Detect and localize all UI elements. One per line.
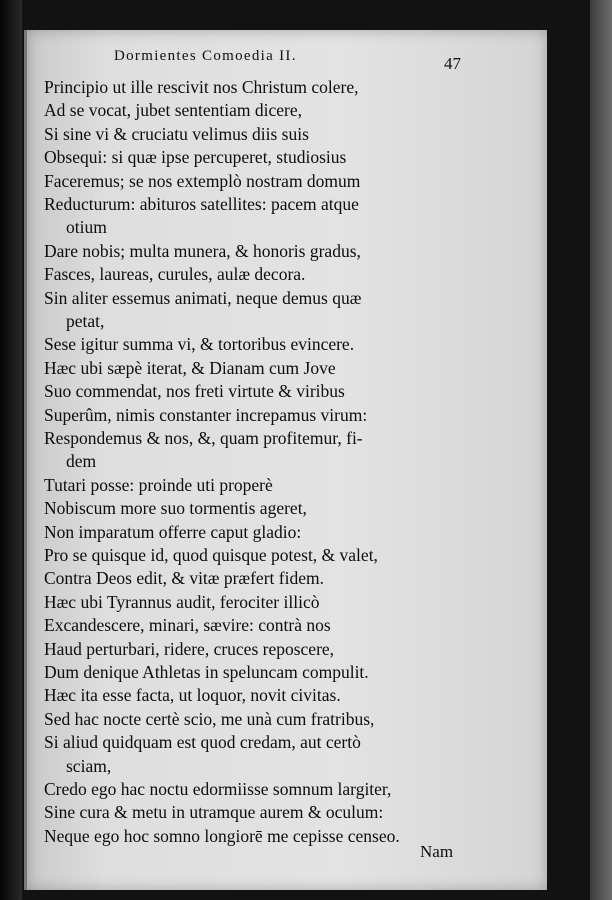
text-line: Dare nobis; multa munera, & honoris gradus, [44, 240, 361, 261]
running-header: Dormientes Comoedia II. [114, 48, 297, 64]
text-line: Hæc ubi Tyrannus audit, ferociter illicò [44, 591, 320, 612]
text-line: Respondemus & nos, &, quam profitemur, fi- [44, 428, 363, 448]
text-line: Excandescere, minari, sævire: contrà nos [44, 615, 331, 636]
text-line: Dum denique Athletas in speluncam compulit. [44, 662, 369, 682]
text-line: dem [66, 451, 97, 472]
book-gutter [0, 0, 22, 900]
text-line: Sese igitur summa vi, & tortoribus evincere. [44, 334, 355, 355]
text-line: Fasces, laureas, curules, aulæ decora. [44, 264, 306, 285]
text-line: Nobiscum more suo tormentis ageret, [44, 498, 307, 519]
text-line: Non imparatum offerre caput gladio: [44, 521, 302, 542]
text-line: Suo commendat, nos freti virtute & viribus [44, 381, 345, 402]
text-line: Sin aliter essemus animati, neque demus quæ [44, 287, 362, 308]
text-line: Neque ego hoc somno longiorē me cepisse censeo. [44, 825, 400, 846]
text-line: Pro se quisque id, quod quisque potest, & valet, [44, 545, 378, 565]
text-line: Ad se vocat, jubet sententiam dicere, [44, 100, 303, 121]
text-line: Si sine vi & cruciatu velimus diis suis [44, 123, 309, 144]
text-line: Obsequi: si quæ ipse percuperet, studiosius [44, 147, 347, 168]
text-line: Credo ego hac noctu edormiisse somnum largiter, [44, 779, 392, 799]
text-line: Reducturum: abituros satellites: pacem atque [44, 194, 359, 214]
page-number: 47 [444, 54, 461, 73]
text-line: Haud perturbari, ridere, cruces reposcere, [44, 638, 335, 659]
text-line: Principio ut ille rescivit nos Christum colere, [44, 77, 359, 97]
text-line: Sed hac nocte certè scio, me unà cum fratribus, [44, 708, 375, 729]
text-line: Si aliud quidquam est quod credam, aut certò [44, 732, 361, 753]
text-line: Superûm, nimis constanter increpamus virum: [44, 404, 368, 425]
text-line: Faceremus; se nos extemplò nostram domum [44, 170, 361, 191]
text-line: Hæc ita esse facta, ut loquor, novit civitas. [44, 685, 341, 706]
text-line: Contra Deos edit, & vitæ præfert fidem. [44, 568, 324, 589]
catchword: Nam [420, 842, 454, 861]
text-line: sciam, [66, 755, 112, 776]
text-line: petat, [66, 311, 105, 331]
text-line: Tutari posse: proinde uti properè [44, 474, 273, 495]
text-line: Hæc ubi sæpè iterat, & Dianam cum Jove [44, 357, 336, 378]
text-line: otium [66, 217, 107, 238]
text-line: Sine cura & metu in utramque aurem & oculum: [44, 802, 384, 823]
